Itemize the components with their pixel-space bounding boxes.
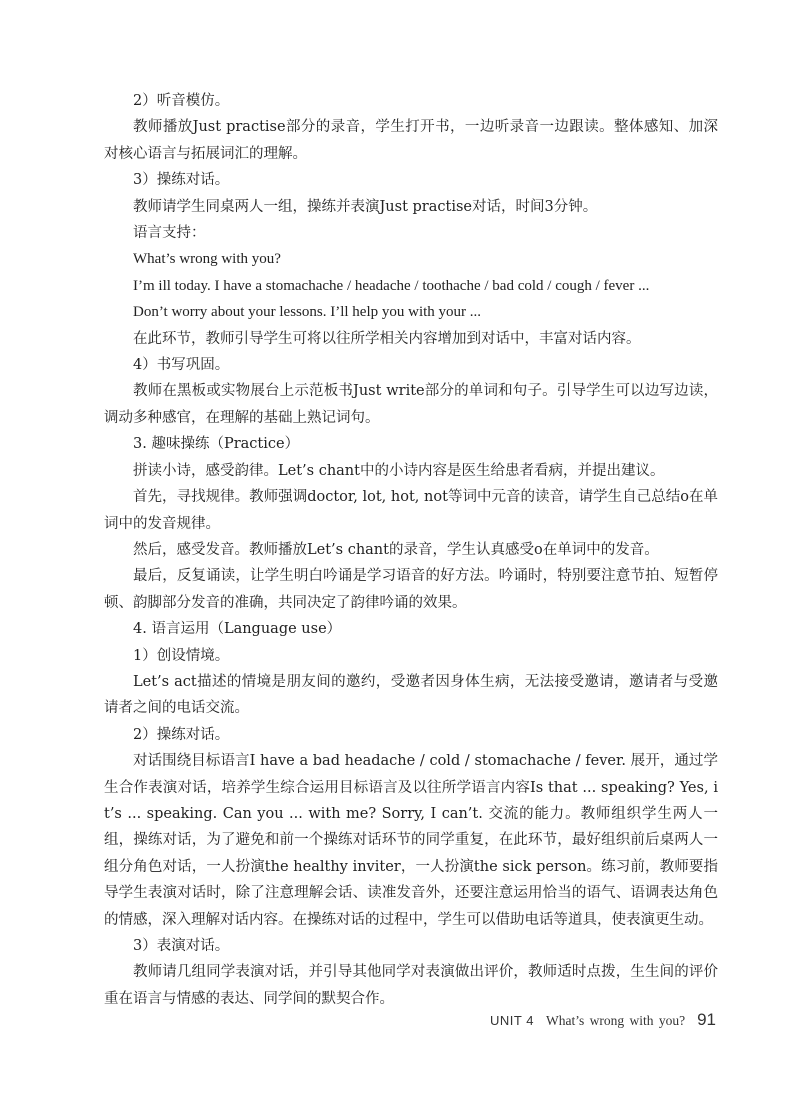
section-heading: 1）创设情境。	[133, 647, 230, 664]
page-number: 91	[697, 1010, 716, 1029]
unit-title: What’s wrong with you?	[545, 1013, 686, 1028]
example-sentence: What’s wrong with you?	[133, 251, 281, 268]
paragraph: 教师在黑板或实物展台上示范板书Just write部分的单词和句子。引导学生可以边写边读，调动多种感官，在理解的基础上熟记词句。	[104, 383, 718, 426]
example-sentence: Don’t worry about your lessons. I’ll help you with your ...	[133, 304, 482, 321]
section-heading: 2）操练对话。	[133, 726, 230, 743]
language-support-label: 语言支持：	[133, 225, 206, 242]
section-heading: 2）听音模仿。	[133, 93, 230, 109]
unit-label: UNIT 4	[490, 1013, 534, 1028]
paragraph: 首先，寻找规律。教师强调doctor, lot, hot, not等词中元音的读音，请学生自己总结o在单词中的发音规律。	[104, 489, 718, 532]
body-text	[104, 88, 718, 1012]
paragraph: 教师请学生同桌两人一组，操练并表演Just practise对话，时间3分钟。	[133, 198, 598, 215]
paragraph: 在此环节，教师引导学生可将以往所学相关内容增加到对话中，丰富对话内容。	[133, 330, 641, 347]
paragraph: 教师请几组同学表演对话，并引导其他同学对表演做出评价，教师适时点拨，生生间的评价重在语言与情感的表达、同学间的默契合作。	[104, 964, 718, 1007]
example-sentence: I’m ill today. I have a stomachache / headache / toothache / bad cold / cough / fever ...	[133, 277, 650, 294]
section-heading: 4）书写巩固。	[133, 357, 230, 374]
paragraph: Let’s act描述的情境是朋友间的邀约，受邀者因身体生病，无法接受邀请，邀请者与受邀请者之间的电话交流。	[104, 673, 718, 717]
paragraph: 然后，感受发音。教师播放Let’s chant的录音，学生认真感受o在单词中的发音。	[133, 541, 659, 558]
paragraph: 对话围绕目标语言I have a bad headache / cold / stomachache / fever. 展开，通过学生合作表演对话，培养学生综合运用目标语言及以往所学语言内容Is that ... speaking? Yes, it’s ... speaking. Can you ... with me? Sorry, I can’t. 交流的能力。教师组织学生两人一组，操练对话，为了避免和前一个操练对话环节的同学重复，在此环节，最好组织前后桌两人一组分角色对话，一人扮演the healthy inviter，一人扮演the sick person。练习前，教师要指导学生表演对话时，除了注意理解会话、读准发音外，还要注意运用恰当的语气、语调表达角色的情感，深入理解对话内容。在操练对话的过程中，学生可以借助电话等道具，使表演更生动。	[104, 753, 718, 928]
paragraph: 拼读小诗，感受韵律。Let’s chant中的小诗内容是医生给患者看病，并提出建议。	[133, 462, 665, 479]
section-heading: 4. 语言运用（Language use）	[133, 621, 342, 638]
section-heading: 3）操练对话。	[133, 172, 230, 189]
page-footer	[490, 1010, 716, 1030]
section-heading: 3）表演对话。	[133, 938, 230, 954]
section-heading: 3. 趣味操练（Practice）	[133, 436, 300, 453]
paragraph: 最后，反复诵读，让学生明白吟诵是学习语音的好方法。吟诵时，特别要注意节拍、短暂停顿、韵脚部分发音的准确，共同决定了韵律吟诵的效果。	[104, 568, 718, 611]
paragraph: 教师播放Just practise部分的录音，学生打开书，一边听录音一边跟读。整体感知、加深对核心语言与拓展词汇的理解。	[104, 119, 718, 162]
